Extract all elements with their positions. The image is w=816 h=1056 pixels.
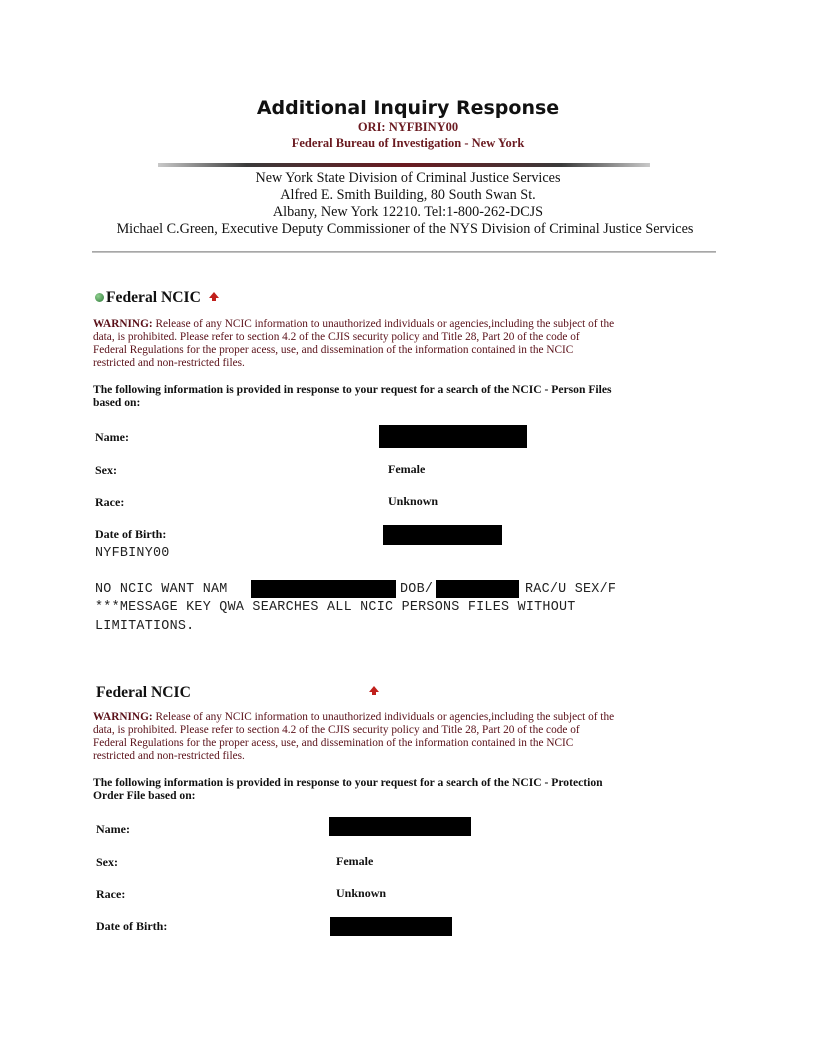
sex-value: Female bbox=[388, 462, 426, 476]
address-line-3: Albany, New York 12210. Tel:1-800-262-DCJS bbox=[272, 204, 544, 220]
warning2-line-2: data, is prohibited. Please refer to section 4.2 of the CJIS security policy and Title 28, Part 20 of the code of bbox=[93, 724, 580, 736]
response-line-1c: RAC/U SEX/F bbox=[525, 582, 617, 597]
warning-label-2: WARNING: bbox=[93, 711, 153, 723]
section1-heading: Federal NCIC bbox=[106, 289, 201, 306]
sex-label: Sex: bbox=[95, 463, 117, 477]
race-value: Unknown bbox=[388, 494, 439, 508]
redacted-name bbox=[379, 425, 527, 448]
section1-info bbox=[93, 383, 733, 409]
sex-label-2: Sex: bbox=[96, 855, 118, 869]
redacted-name-2 bbox=[329, 817, 471, 836]
info2-line-1: The following information is provided in response to your request for a search of the NCIC - Protection bbox=[93, 776, 603, 789]
race-value-2: Unknown bbox=[336, 886, 387, 900]
dob-label: Date of Birth: bbox=[95, 527, 167, 541]
warning-line-4: restricted and non-restricted files. bbox=[93, 357, 245, 369]
ori-line: ORI: NYFBINY00 bbox=[357, 120, 459, 134]
warning2-line-3: Federal Regulations for the proper acess, use, and dissemination of the information contained in the NCIC bbox=[93, 737, 574, 749]
page-title: Additional Inquiry Response bbox=[256, 97, 560, 119]
redacted-response-dob bbox=[436, 580, 519, 598]
redacted-dob bbox=[383, 525, 502, 545]
ori-code: NYFBINY00 bbox=[95, 546, 170, 561]
section1-warning bbox=[93, 318, 723, 370]
section2-warning bbox=[93, 711, 723, 763]
redacted-response-name bbox=[251, 580, 396, 598]
green-bullet-icon bbox=[95, 293, 104, 302]
warning2-line-4: restricted and non-restricted files. bbox=[93, 750, 245, 762]
name-label: Name: bbox=[95, 430, 129, 444]
dob-label-2: Date of Birth: bbox=[96, 919, 168, 933]
info2-line-2: Order File based on: bbox=[93, 789, 196, 802]
response-line-3: LIMITATIONS. bbox=[95, 619, 195, 634]
redacted-dob-2 bbox=[330, 917, 452, 936]
address-line-1: New York State Division of Criminal Justice Services bbox=[255, 170, 561, 186]
warning2-line-1: Release of any NCIC information to unauthorized individuals or agencies,including the subject of the bbox=[155, 711, 615, 723]
section-divider bbox=[92, 251, 716, 253]
info-line-1: The following information is provided in response to your request for a search of the NCIC - Person Files bbox=[93, 383, 612, 396]
info-line-2: based on: bbox=[93, 396, 141, 409]
name-label-2: Name: bbox=[96, 822, 130, 836]
header-divider bbox=[158, 163, 650, 167]
warning-line-3: Federal Regulations for the proper acess, use, and dissemination of the information contained in the NCIC bbox=[93, 344, 574, 356]
sex-value-2: Female bbox=[336, 854, 374, 868]
response-line-1b: DOB/ bbox=[400, 582, 434, 597]
section2-heading: Federal NCIC bbox=[96, 684, 191, 701]
warning-line-1: Release of any NCIC information to unauthorized individuals or agencies,including the subject of the bbox=[155, 318, 615, 330]
response-line-2: ***MESSAGE KEY QWA SEARCHES ALL NCIC PERSONS FILES WITHOUT bbox=[95, 600, 576, 615]
address-line-2: Alfred E. Smith Building, 80 South Swan St. bbox=[280, 187, 536, 203]
race-label-2: Race: bbox=[96, 887, 126, 901]
race-label: Race: bbox=[95, 495, 125, 509]
warning-line-2: data, is prohibited. Please refer to section 4.2 of the CJIS security policy and Title 28, Part 20 of the code of bbox=[93, 331, 580, 343]
agency-line: Federal Bureau of Investigation - New York bbox=[291, 136, 525, 150]
address-line-4: Michael C.Green, Executive Deputy Commissioner of the NYS Division of Criminal Justice Services bbox=[116, 221, 694, 237]
response-line-1a: NO NCIC WANT NAM bbox=[95, 582, 228, 597]
warning-label: WARNING: bbox=[93, 318, 153, 330]
section2-info bbox=[93, 776, 733, 802]
